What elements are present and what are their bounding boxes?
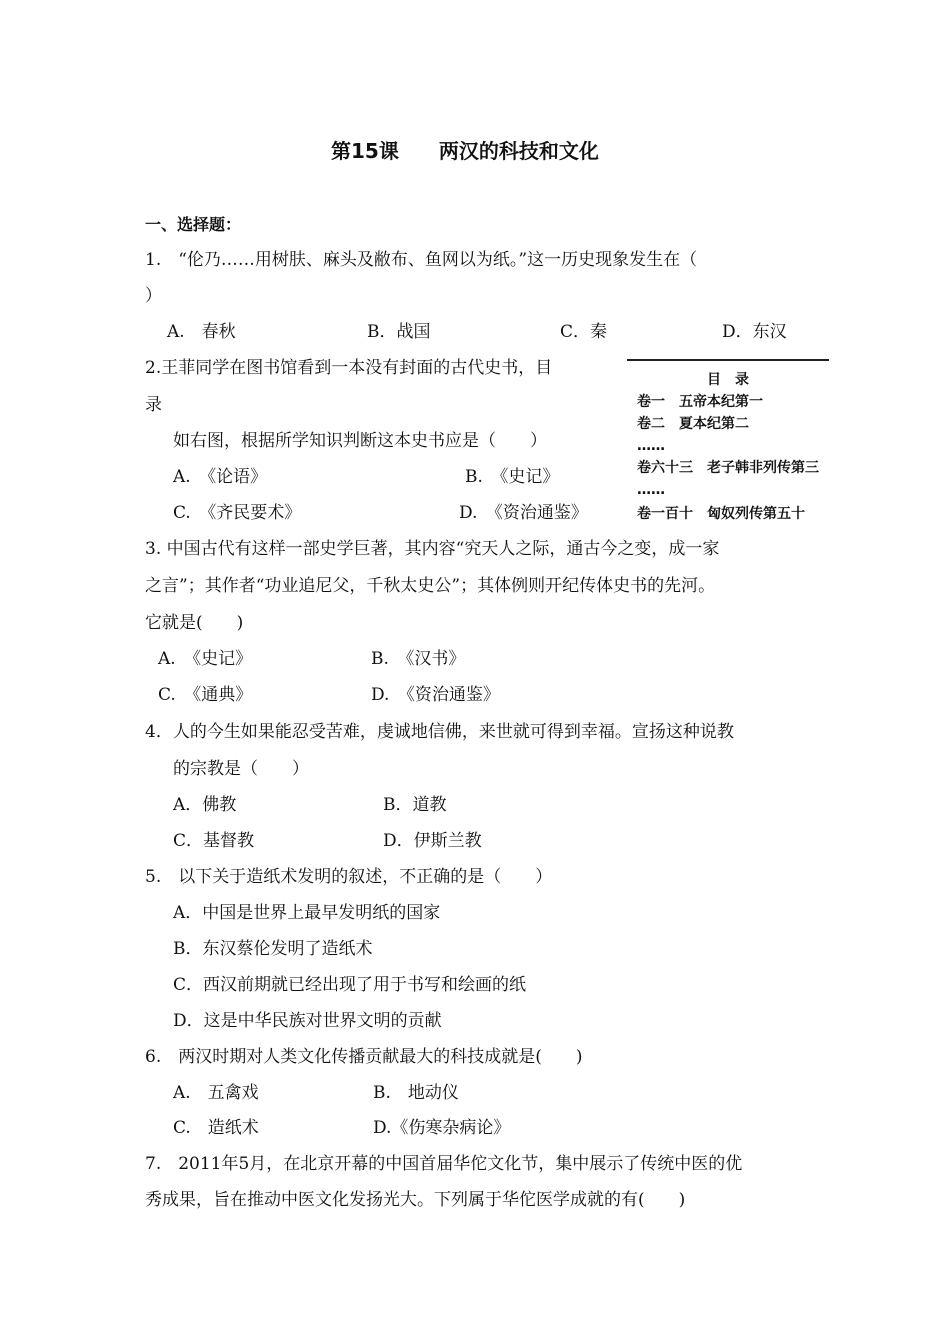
q2-option-a: A. 《论语》	[173, 467, 268, 487]
q4-stem-line2: 的宗教是（ ）	[173, 759, 309, 779]
q4-stem-line1: 4．人的今生如果能忍受苦难，虔诚地信佛，来世就可得到幸福。宣扬这种说教	[145, 722, 734, 742]
q7-stem-line2: 秀成果，旨在推动中医文化发扬光大。下列属于华佗医学成就的有( )	[145, 1190, 686, 1210]
q5-stem: 5. 以下关于造纸术发明的叙述，不正确的是（ ）	[145, 867, 553, 887]
q3-stem-line2: 之言”；其作者“功业追尼父，千秋太史公”；其体例则开纪传体史书的先河。	[145, 576, 716, 596]
toc-figure	[627, 357, 829, 531]
q2-stem-line2: 录	[145, 395, 162, 415]
q4-option-b: B．道教	[383, 795, 447, 815]
q4-option-c: C．基督教	[173, 831, 255, 851]
q4-option-d: D．伊斯兰教	[383, 831, 482, 851]
toc-line-3: 卷六十三 老子韩非列传第三	[637, 460, 819, 476]
q4-option-a: A．佛教	[173, 795, 237, 815]
q5-option-b: B．东汉蔡伦发明了造纸术	[173, 939, 373, 959]
q2-stem-line1: 2.王菲同学在图书馆看到一本没有封面的古代史书，目	[145, 358, 553, 378]
q1-option-a: A. 春秋	[167, 322, 236, 342]
q1-stem-line2: ）	[145, 286, 162, 306]
q6-option-a: A. 五禽戏	[173, 1083, 259, 1103]
page-title: 第15课 两汉的科技和文化	[331, 139, 599, 163]
q6-option-c: C. 造纸术	[173, 1118, 259, 1138]
q5-option-a: A．中国是世界上最早发明纸的国家	[173, 903, 441, 923]
q2-stem-line3: 如右图，根据所学知识判断这本史书应是（ ）	[173, 431, 547, 451]
q1-stem-line1: 1. “伦乃……用树肤、麻头及敝布、鱼网以为纸。”这一历史现象发生在（	[145, 250, 698, 270]
q5-option-d: D．这是中华民族对世界文明的贡献	[173, 1011, 442, 1031]
toc-dots-2: ……	[637, 482, 665, 498]
q3-stem-line3: 它就是( )	[145, 613, 244, 633]
q2-option-d: D. 《资治通鉴》	[459, 503, 588, 523]
q1-option-b: B．战国	[367, 322, 431, 342]
q3-option-b: B. 《汉书》	[371, 649, 466, 669]
q1-option-d: D．东汉	[722, 322, 787, 342]
q7-stem-line1: 7. 2011年5月，在北京开幕的中国首届华佗文化节，集中展示了传统中医的优	[145, 1154, 743, 1174]
q5-option-c: C．西汉前期就已经出现了用于书写和绘画的纸	[173, 975, 527, 995]
q1-option-c: C．秦	[560, 322, 608, 342]
q3-option-d: D. 《资治通鉴》	[371, 685, 500, 705]
toc-dots-1: ……	[637, 438, 665, 454]
section-heading: 一、选择题：	[145, 215, 242, 234]
q6-option-d: D.《伤寒杂病论》	[373, 1118, 511, 1138]
q2-option-c: C. 《齐民要术》	[173, 503, 302, 523]
toc-line-2: 卷二 夏本纪第二	[637, 416, 749, 432]
toc-line-1: 卷一 五帝本纪第一	[637, 394, 763, 410]
toc-heading: 目 录	[707, 372, 749, 388]
q3-option-c: C. 《通典》	[158, 685, 253, 705]
q3-option-a: A. 《史记》	[158, 649, 253, 669]
q2-option-b: B. 《史记》	[465, 467, 560, 487]
toc-top-rule	[627, 359, 829, 361]
q3-stem-line1: 3. 中国古代有这样一部史学巨著，其内容“究天人之际，通古今之变，成一家	[145, 539, 720, 559]
q6-option-b: B. 地动仪	[373, 1083, 459, 1103]
toc-line-4: 卷一百十 匈奴列传第五十	[637, 506, 805, 522]
q6-stem: 6. 两汉时期对人类文化传播贡献最大的科技成就是( )	[145, 1047, 583, 1067]
